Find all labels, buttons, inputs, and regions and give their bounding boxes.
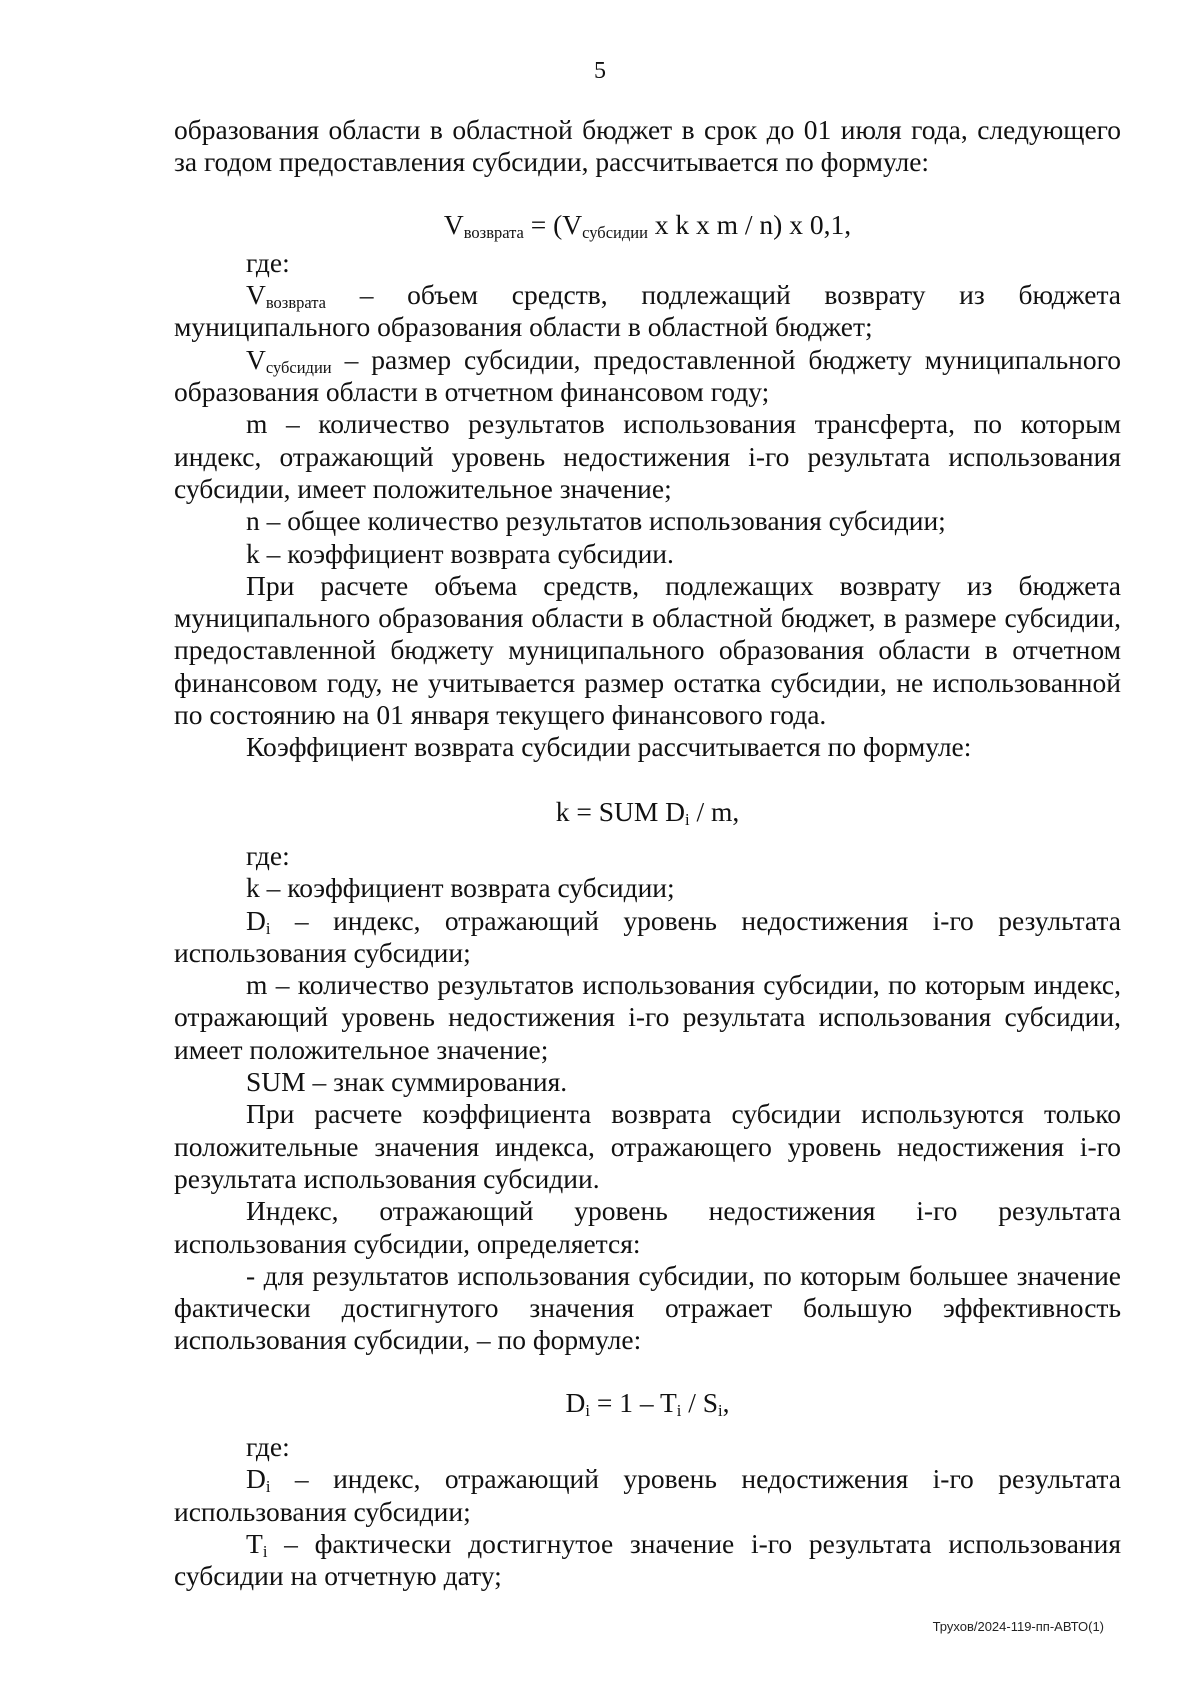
definition-m-subsidy: m – количество результатов использования субсидии, по которым индекс, отражающий уровень недостижения i-го результата использования субсидии, имеет положительное значение; <box>174 969 1121 1065</box>
definition-n: n – общее количество результатов использования субсидии; <box>246 505 946 537</box>
formula-symbol: / m, <box>689 795 740 827</box>
definition-k: k – коэффициент возврата субсидии. <box>246 537 674 569</box>
definition-di <box>174 905 1121 970</box>
where-label: где: <box>246 246 290 278</box>
formula-subscript: субсидии <box>582 222 648 242</box>
formula-symbol: V <box>443 208 464 240</box>
definition-symbol: V <box>246 279 266 311</box>
definition-subscript: i <box>262 1542 268 1561</box>
formula-symbol: D <box>565 1386 586 1418</box>
paragraph-intro: образования области в областной бюджет в срок до 01 июля года, следующего за годом предоставления субсидии, рассчитывается по формуле: <box>174 114 1121 178</box>
paragraph-positive-values: При расчете коэффициента возврата субсидии используются только положительные значения индекса, отражающего уровень недостижения i-го результата использования субсидии. <box>174 1098 1121 1194</box>
document-code: Трухов/2024-119-пп-АВТО(1) <box>932 1619 1104 1634</box>
paragraph-index-case: - для результатов использования субсидии, по которым большее значение фактически достигнутого значения отражает большую эффективность использования субсидии, – по формуле: <box>174 1259 1121 1356</box>
definition-text: – размер субсидии, предоставленной бюджету муниципального образования области в отчетном финансовом году; <box>174 343 1121 408</box>
definition-subscript: i <box>265 1477 271 1497</box>
where-label: где: <box>246 1430 290 1462</box>
formula-coefficient <box>174 796 1121 828</box>
definition-ti <box>174 1528 1121 1593</box>
formula-index <box>174 1387 1121 1419</box>
formula-subscript: i <box>685 809 690 829</box>
paragraph-calculation-note: При расчете объема средств, подлежащих возврату из бюджета муниципального образования области в областной бюджет, в размере субсидии, предоставленной бюджету муниципального образования области в отчетном финансовом году, не учитывается размер остатка субсидии, не использованной по состоянию на 01 января текущего финансового года. <box>174 569 1121 731</box>
definition-v-return <box>174 279 1121 344</box>
formula-return-volume <box>174 209 1121 241</box>
definition-text: – индекс, отражающий уровень недостижения i-го результата использования субсидии; <box>174 904 1121 968</box>
formula-subscript: i <box>585 1400 590 1420</box>
formula-subscript: i <box>718 1400 723 1420</box>
definition-symbol: V <box>246 343 266 375</box>
definition-symbol: D <box>246 904 266 936</box>
definition-text: – объем средств, подлежащий возврату из бюджета муниципального образования области в областной бюджет; <box>174 279 1121 343</box>
where-label: где: <box>246 839 290 871</box>
formula-symbol: , <box>722 1386 730 1418</box>
definition-m-transfer: m – количество результатов использования трансферта, по которым индекс, отражающий уровень недостижения i-го результата использования субсидии, имеет положительное значение; <box>174 408 1121 504</box>
definition-sum: SUM – знак суммирования. <box>246 1066 568 1098</box>
formula-symbol: x k x m / n) x 0,1, <box>647 208 852 240</box>
page-number: 5 <box>594 58 606 84</box>
formula-symbol: / S <box>681 1386 719 1418</box>
paragraph-coefficient-intro: Коэффициент возврата субсидии рассчитывается по формуле: <box>246 731 972 763</box>
definition-v-subsidy <box>174 344 1121 409</box>
formula-subscript: i <box>676 1400 682 1420</box>
document-body <box>174 114 1121 1592</box>
formula-symbol: = 1 – T <box>589 1386 677 1418</box>
definition-subscript: субсидии <box>265 357 332 377</box>
definition-text: – фактически достигнутое значение i-го результата использования субсидии на отчетную дату; <box>174 1527 1121 1592</box>
definition-subscript: возврата <box>265 293 326 313</box>
definition-subscript: i <box>265 918 271 938</box>
definition-symbol: D <box>246 1463 266 1495</box>
definition-di-index <box>174 1463 1121 1528</box>
paragraph-index-defined: Индекс, отражающий уровень недостижения i-го результата использования субсидии, определяется: <box>174 1195 1121 1259</box>
formula-subscript: возврата <box>463 222 524 242</box>
formula-symbol: k = SUM D <box>555 795 686 827</box>
definition-k-coefficient: k – коэффициент возврата субсидии; <box>246 872 675 904</box>
definition-text: – индекс, отражающий уровень недостижения i-го результата использования субсидии; <box>174 1463 1121 1527</box>
definition-symbol: T <box>246 1527 263 1559</box>
formula-symbol: = (V <box>523 208 583 240</box>
